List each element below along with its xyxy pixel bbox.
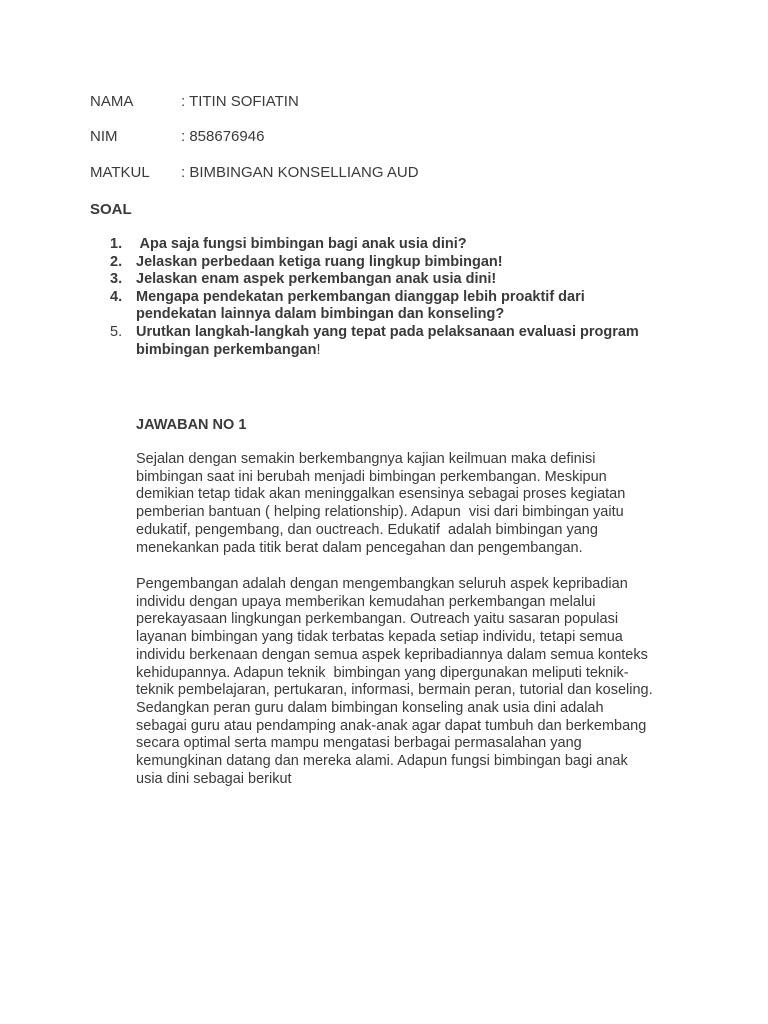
field-nim [90, 127, 264, 147]
field-matkul [90, 163, 419, 183]
paragraph-line: usia dini sebagai berikut [136, 770, 292, 787]
field-nama [90, 92, 299, 112]
field-nama-label: NAMA [90, 93, 134, 110]
question-text-continued [136, 342, 670, 360]
question-item [110, 254, 670, 272]
paragraph-line: menekankan pada titik berat dalam pencegahan dan pengembangan. [136, 539, 583, 556]
paragraph-line: sebagai guru atau pendamping anak-anak agar dapat tumbuh dan berkembang [136, 717, 647, 734]
question-text: Apa saja fungsi bimbingan bagi anak usia dini? [136, 236, 467, 252]
question-text: Jelaskan enam aspek perkembangan anak usia dini! [136, 271, 497, 288]
field-nim-label: NIM [90, 128, 118, 145]
paragraph-line: demikian tetap tidak akan meninggalkan esensinya sebagai proses kegiatan [136, 486, 626, 503]
question-item [110, 289, 670, 324]
answer-paragraph-1 [136, 451, 696, 557]
paragraph-line: Pengembangan adalah dengan mengembangkan seluruh aspek kepribadian [136, 576, 628, 592]
question-number: 2. [110, 253, 123, 270]
answer-heading: JAWABAN NO 1 [136, 417, 247, 433]
paragraph-line: pemberian bantuan ( helping relationship). Adapun visi dari bimbingan yaitu [136, 504, 624, 521]
question-item [110, 324, 670, 359]
paragraph-line: individu berkenaan dengan semua aspek kepribadiannya dalam semua konteks [136, 646, 648, 663]
paragraph-line: perekayasaan lingkungan perkembangan. Outreach yaitu sasaran populasi [136, 611, 619, 628]
question-trailing-mark: ! [316, 341, 321, 358]
field-matkul-value: : BIMBINGAN KONSELLIANG AUD [181, 164, 419, 181]
paragraph-line: Sejalan dengan semakin berkembangnya kajian keilmuan maka definisi [136, 451, 596, 467]
paragraph-line: kemungkinan datang dan mereka alami. Adapun fungsi bimbingan bagi anak [136, 753, 628, 770]
answer-paragraph-2 [136, 576, 696, 788]
question-text-continued-bold: bimbingan perkembangan [136, 341, 317, 358]
question-text: Mengapa pendekatan perkembangan dianggap lebih proaktif dari [136, 288, 585, 305]
paragraph-line: secara optimal serta mampu mengatasi berbagai permasalahan yang [136, 735, 582, 752]
question-item [110, 271, 670, 289]
paragraph-line: Sedangkan peran guru dalam bimbingan konseling anak usia dini adalah [136, 699, 604, 716]
question-number: 4. [110, 288, 123, 305]
question-text-continued: pendekatan lainnya dalam bimbingan dan konseling? [136, 306, 505, 323]
question-item [110, 236, 670, 254]
question-text: Urutkan langkah-langkah yang tepat pada pelaksanaan evaluasi program [136, 323, 639, 340]
question-number: 1. [110, 236, 123, 252]
paragraph-line: layanan bimbingan yang tidak terbatas kepada setiap individu, tetapi semua [136, 629, 623, 646]
question-number: 3. [110, 271, 123, 288]
field-matkul-label: MATKUL [90, 164, 150, 181]
paragraph-line: teknik pembelajaran, pertukaran, informasi, bermain peran, tutorial dan koseling. [136, 682, 653, 699]
paragraph-line: kehidupannya. Adapun teknik bimbingan yang dipergunakan meliputi teknik- [136, 664, 629, 681]
question-text: Jelaskan perbedaan ketiga ruang lingkup bimbingan! [136, 253, 503, 270]
question-number: 5. [110, 323, 123, 340]
paragraph-line: bimbingan saat ini berubah menjadi bimbingan perkembangan. Meskipun [136, 468, 607, 485]
soal-heading: SOAL [90, 201, 132, 218]
field-nama-value: : TITIN SOFIATIN [181, 93, 299, 110]
question-list [110, 236, 670, 359]
field-nim-value: : 858676946 [181, 128, 265, 145]
paragraph-line: individu dengan upaya memberikan kemudahan perkembangan melalui [136, 593, 596, 610]
paragraph-line: edukatif, pengembang, dan ouctreach. Edukatif adalah bimbingan yang [136, 521, 598, 538]
